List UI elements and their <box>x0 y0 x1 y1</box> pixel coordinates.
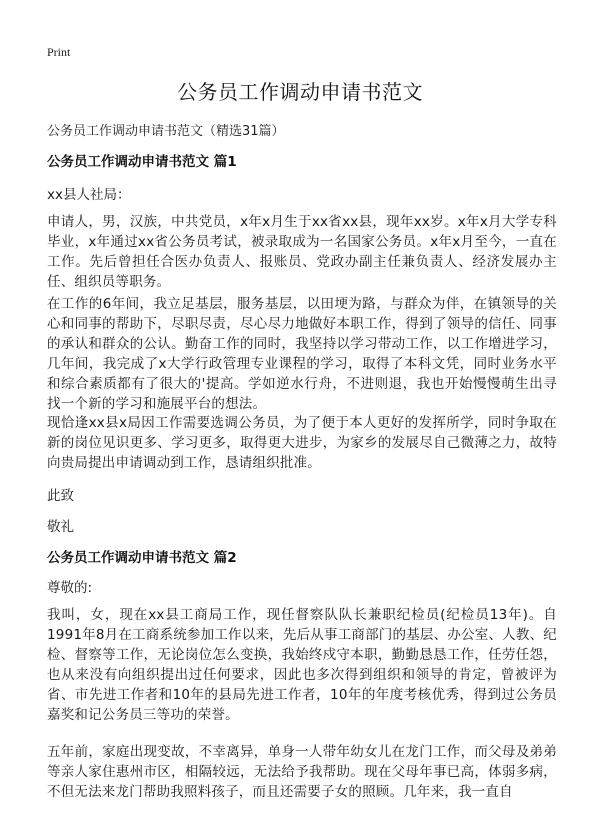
section-2-heading: 公务员工作调动申请书范文 篇2 <box>47 550 237 566</box>
section-1-paragraph-1: 申请人，男，汉族，中共党员，x年x月生于xx省xx县，现年xx岁。x年x月大学专科毕业，x年通过xx省公务员考试，被录取成为一名国家公务员。x年x月至今，一直在工作。先后曾担任合医办负责人、报账员、党政办副主任兼负责人、经济发展办主任、组织员等职务。 <box>47 214 557 290</box>
document-subtitle: 公务员工作调动申请书范文（精选31篇） <box>47 124 285 139</box>
section-1-paragraph-3: 现恰逢xx县x局因工作需要选调公务员，为了便于本人更好的发挥所学，同时争取在新的岗位见识更多、学习更多，取得更大进步，为家乡的发展尽自己微薄之力，故特向贵局提出申请调动到工作，恳请组织批准。 <box>47 415 557 471</box>
section-1-heading: 公务员工作调动申请书范文 篇1 <box>47 154 237 170</box>
section-1-salutation: xx县人社局： <box>47 187 131 203</box>
section-2-salutation: 尊敬的: <box>47 580 93 596</box>
section-2-paragraph-2: 五年前，家庭出现变故，不幸离异，单身一人带年幼女儿在龙门工作，而父母及弟弟等亲人家住惠州市区，相隔较远，无法给予我帮助。现在父母年事已高，体弱多病，不但无法来龙门帮助我照料孩子，而且还需要子女的照顾。几年来，我一直自 <box>47 744 557 800</box>
section-1-closing-greeting: 此致 <box>47 488 74 504</box>
print-label[interactable]: Print <box>47 45 71 59</box>
section-2-paragraph-1: 我叫，女，现在xx县工商局工作，现任督察队队长兼职纪检员(纪检员13年)。自1991年8月在工商系统参加工作以来，先后从事工商部门的基层、办公室、人教、纪检、督察等工作，无论岗位怎么变换，我始终戍守本职，勤勤恳恳工作，任劳任怨，也从来没有向组织提出过任何要求，因此也多次得到组织和领导的肯定，曾被评为省、市先进工作者和10年的县局先进工作者，10年的年度考核优秀，得到过公务员嘉奖和记公务员三等功的荣誉。 <box>47 607 557 723</box>
document-title: 公务员工作调动申请书范文 <box>177 80 423 104</box>
section-1-paragraph-2: 在工作的6年间，我立足基层，服务基层，以田埂为路，与群众为伴，在镇领导的关心和同事的帮助下，尽职尽责，尽心尽力地做好本职工作，得到了领导的信任、同事的承认和群众的公认。勤奋工作的同时，我坚持以学习带动工作，以工作增进学习，几年间，我完成了x大学行政管理专业课程的学习，取得了本科文凭，同时业务水平和综合素质都有了很大的'提高。学如逆水行舟，不进则退，我也开始慢慢萌生出寻找一个新的学习和施展平台的想法。 <box>47 296 557 412</box>
section-1-closing-salute: 敬礼 <box>47 519 74 535</box>
